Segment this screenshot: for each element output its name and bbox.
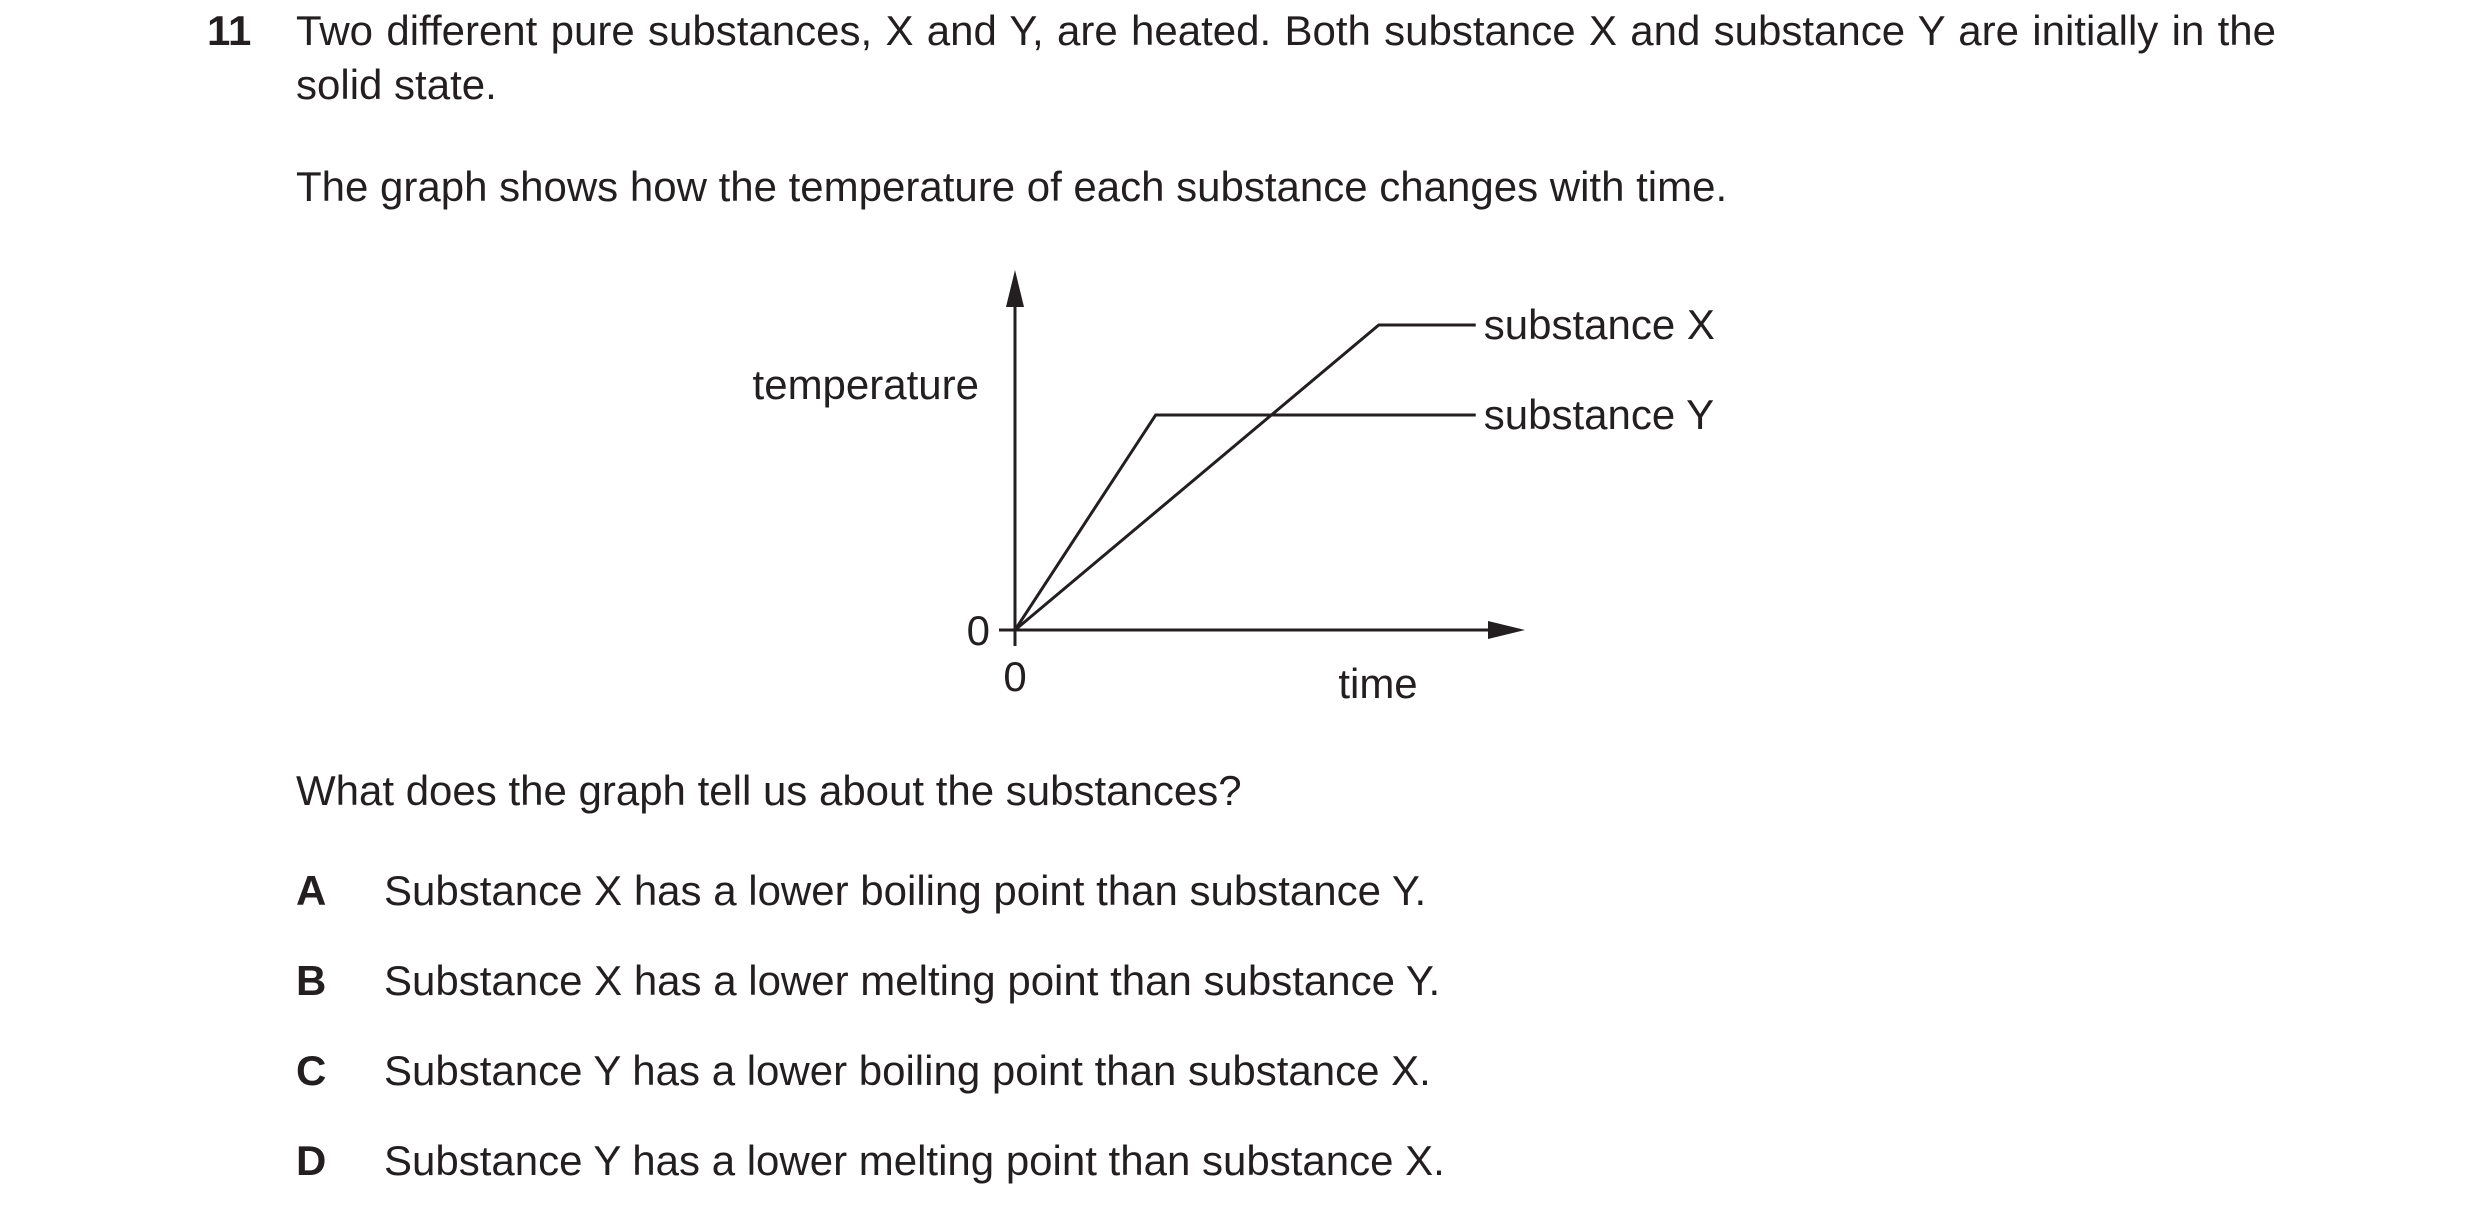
series-label-y: substance Y <box>1483 391 1715 438</box>
graph-axes <box>999 300 1490 646</box>
option-letter: A <box>296 867 327 914</box>
y-axis-arrowhead <box>1006 270 1024 307</box>
x-axis-arrowhead <box>1488 621 1525 639</box>
option-text: Substance X has a lower melting point than substance Y. <box>384 957 1441 1004</box>
series-line-x <box>1015 325 1476 630</box>
option-letter: C <box>296 1047 327 1094</box>
series-line-y <box>1015 415 1476 630</box>
option-text: Substance Y has a lower boiling point than substance X. <box>384 1047 1431 1094</box>
option-letter: B <box>296 957 327 1004</box>
y-axis-label: temperature <box>752 361 979 408</box>
x-axis-label: time <box>1338 660 1418 707</box>
option-text: Substance X has a lower boiling point than substance Y. <box>384 867 1427 914</box>
question-stem: Two different pure substances, X and Y, are heated. Both substance X and substance Y are initially in the solid state. <box>296 7 2276 108</box>
option-letter: D <box>296 1137 327 1184</box>
option-text: Substance Y has a lower melting point than substance X. <box>384 1137 1445 1184</box>
y-origin-label: 0 <box>966 607 990 654</box>
graph-intro: The graph shows how the temperature of each substance changes with time. <box>296 163 1728 210</box>
series-layer <box>1015 301 1715 630</box>
question-prompt: What does the graph tell us about the substances? <box>296 767 1242 814</box>
x-origin-label: 0 <box>1003 653 1027 700</box>
series-label-x: substance X <box>1483 301 1715 348</box>
question-number: 11 <box>207 7 252 54</box>
